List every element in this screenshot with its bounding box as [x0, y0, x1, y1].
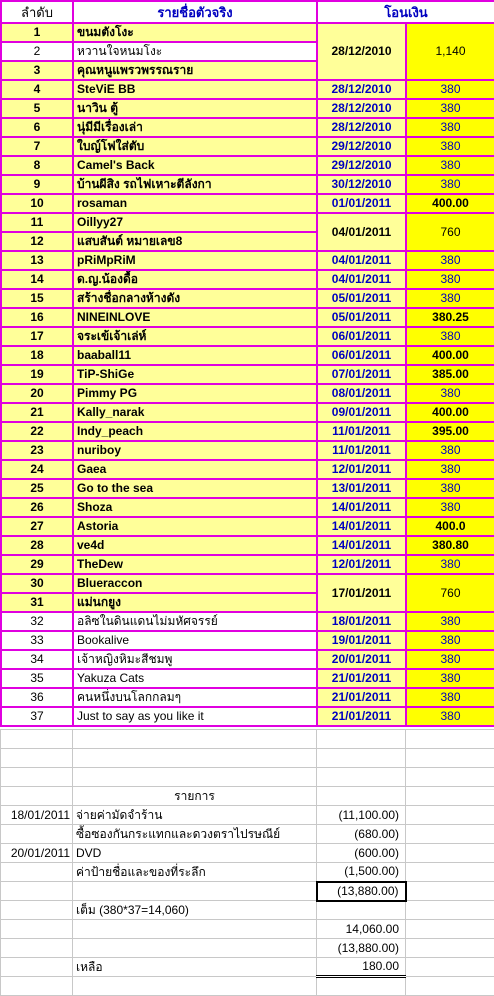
transfer-amount[interactable]: 1,140 [406, 23, 494, 80]
table-row [1, 118, 494, 137]
row-number[interactable]: 10 [1, 194, 73, 213]
table-row [1, 175, 494, 194]
ledger-cell[interactable] [1, 958, 73, 977]
row-number[interactable]: 22 [1, 422, 73, 441]
transfer-date[interactable]: 04/01/2011 [317, 213, 406, 251]
donor-name[interactable]: สร้างชื่อกลางห้างดัง [73, 289, 317, 308]
donor-name[interactable]: จระเข้เจ้าเล่ห์ [73, 327, 317, 346]
transfer-amount[interactable]: 400.00 [406, 403, 494, 422]
expense-amount[interactable]: (600.00) [317, 844, 406, 863]
table-row [1, 99, 494, 118]
donor-name[interactable]: หวานใจหนมโงะ [73, 42, 317, 61]
transfer-amount[interactable]: 400.0 [406, 517, 494, 536]
table-row [1, 365, 494, 384]
row-number[interactable]: 26 [1, 498, 73, 517]
donor-name[interactable]: Camel's Back [73, 156, 317, 175]
ledger-row [1, 901, 494, 920]
ledger-cell[interactable] [73, 882, 317, 901]
ledger-cell[interactable] [406, 730, 494, 749]
row-number[interactable]: 34 [1, 650, 73, 669]
table-row [1, 650, 494, 669]
ledger-cell[interactable] [406, 939, 494, 958]
row-number[interactable]: 35 [1, 669, 73, 688]
ledger-cell[interactable] [73, 730, 317, 749]
transfer-amount[interactable]: 380 [406, 555, 494, 574]
table-row [1, 631, 494, 650]
table-row [1, 517, 494, 536]
transfer-amount[interactable]: 380 [406, 327, 494, 346]
transfer-date[interactable]: 12/01/2011 [317, 460, 406, 479]
donor-name[interactable]: Blueraccon [73, 574, 317, 593]
ledger-row [1, 787, 494, 806]
ledger-cell[interactable] [406, 749, 494, 768]
transfer-amount[interactable]: 380 [406, 498, 494, 517]
row-number[interactable]: 31 [1, 593, 73, 612]
ledger-row [1, 749, 494, 768]
expense-amount[interactable]: (1,500.00) [317, 863, 406, 882]
table-row [1, 251, 494, 270]
ledger-row [1, 806, 494, 825]
row-number[interactable]: 27 [1, 517, 73, 536]
transfer-date[interactable]: 14/01/2011 [317, 536, 406, 555]
row-number[interactable]: 1 [1, 23, 73, 42]
row-number[interactable]: 32 [1, 612, 73, 631]
transfer-date[interactable]: 05/01/2011 [317, 289, 406, 308]
transfer-date[interactable]: 21/01/2011 [317, 669, 406, 688]
donor-name[interactable]: TheDew [73, 555, 317, 574]
ledger-cell[interactable] [1, 920, 73, 939]
transfer-date[interactable]: 19/01/2011 [317, 631, 406, 650]
header-no[interactable]: ลำดับ [1, 1, 73, 23]
table-row [1, 536, 494, 555]
expense-description[interactable]: DVD [73, 844, 317, 863]
ledger-row [1, 939, 494, 958]
transfer-amount[interactable]: 380 [406, 270, 494, 289]
donor-name[interactable]: Oillyy27 [73, 213, 317, 232]
transfer-date[interactable]: 28/12/2010 [317, 80, 406, 99]
transfer-date[interactable]: 30/12/2010 [317, 175, 406, 194]
row-number[interactable]: 2 [1, 42, 73, 61]
donor-name[interactable]: Astoria [73, 517, 317, 536]
transfer-amount[interactable]: 380 [406, 384, 494, 403]
table-row [1, 156, 494, 175]
row-number[interactable]: 4 [1, 80, 73, 99]
transfer-date[interactable]: 28/12/2010 [317, 23, 406, 80]
table-row [1, 688, 494, 707]
transfer-date[interactable]: 28/12/2010 [317, 99, 406, 118]
transfer-date[interactable]: 09/01/2011 [317, 403, 406, 422]
transfer-amount[interactable]: 380 [406, 688, 494, 707]
row-number[interactable]: 6 [1, 118, 73, 137]
row-number[interactable]: 37 [1, 707, 73, 726]
expense-description[interactable]: ค่าป้ายชื่อและของที่ระลึก [73, 863, 317, 882]
transfer-date[interactable]: 11/01/2011 [317, 422, 406, 441]
transfer-amount[interactable]: 380 [406, 669, 494, 688]
ledger-row [1, 844, 494, 863]
table-row [1, 327, 494, 346]
row-number[interactable]: 17 [1, 327, 73, 346]
ledger-row [1, 920, 494, 939]
row-number[interactable]: 23 [1, 441, 73, 460]
row-number[interactable]: 15 [1, 289, 73, 308]
transfer-amount[interactable]: 400.00 [406, 194, 494, 213]
transfer-amount[interactable]: 760 [406, 574, 494, 612]
ledger-cell[interactable] [406, 863, 494, 882]
ledger-row [1, 863, 494, 882]
expense-description[interactable]: จ่ายค่ามัดจำร้าน [73, 806, 317, 825]
ledger-cell[interactable] [317, 730, 406, 749]
remaining-amount[interactable]: 180.00 [317, 958, 406, 977]
ledger-row [1, 958, 494, 977]
donor-name[interactable]: rosaman [73, 194, 317, 213]
transfer-date[interactable]: 06/01/2011 [317, 327, 406, 346]
transfer-amount[interactable]: 380 [406, 289, 494, 308]
ledger-cell[interactable] [1, 901, 73, 920]
transfer-amount[interactable]: 380 [406, 707, 494, 726]
ledger-cell[interactable] [317, 749, 406, 768]
table-row [1, 574, 494, 593]
ledger-cell[interactable] [1, 939, 73, 958]
ledger-cell[interactable] [406, 787, 494, 806]
table-row [1, 384, 494, 403]
donor-name[interactable]: ใบญ์โฟใส่ตับ [73, 137, 317, 156]
transfer-amount[interactable]: 380 [406, 175, 494, 194]
table-row [1, 23, 494, 42]
transfer-amount[interactable]: 760 [406, 213, 494, 251]
ledger-row [1, 825, 494, 844]
transfer-amount[interactable]: 400.00 [406, 346, 494, 365]
transfer-date[interactable]: 14/01/2011 [317, 517, 406, 536]
transfer-date[interactable]: 21/01/2011 [317, 688, 406, 707]
ledger-row [1, 730, 494, 749]
transfer-date[interactable]: 11/01/2011 [317, 441, 406, 460]
donor-name[interactable]: pRiMpRiM [73, 251, 317, 270]
table-row [1, 669, 494, 688]
row-number[interactable]: 11 [1, 213, 73, 232]
transfer-date[interactable]: 05/01/2011 [317, 308, 406, 327]
transfer-date[interactable]: 07/01/2011 [317, 365, 406, 384]
transfer-amount[interactable]: 380 [406, 650, 494, 669]
transfer-date[interactable]: 14/01/2011 [317, 498, 406, 517]
ledger-cell[interactable] [406, 806, 494, 825]
table-row [1, 137, 494, 156]
donor-name[interactable]: บ้านผีสิง รถไฟเหาะตีลังกา [73, 175, 317, 194]
donor-name[interactable]: ve4d [73, 536, 317, 555]
donor-name[interactable]: NINEINLOVE [73, 308, 317, 327]
donor-name[interactable]: Just to say as you like it [73, 707, 317, 726]
transfer-amount[interactable]: 380 [406, 631, 494, 650]
ledger-cell[interactable] [406, 977, 494, 996]
row-number[interactable]: 30 [1, 574, 73, 593]
expense-date[interactable]: 18/01/2011 [1, 806, 73, 825]
transfer-amount[interactable]: 380 [406, 460, 494, 479]
donor-name[interactable]: ขนมตังโงะ [73, 23, 317, 42]
row-number[interactable]: 3 [1, 61, 73, 80]
table-row [1, 555, 494, 574]
transfer-amount[interactable]: 380 [406, 479, 494, 498]
transfer-date[interactable]: 21/01/2011 [317, 707, 406, 726]
row-number[interactable]: 13 [1, 251, 73, 270]
donor-name[interactable]: nuriboy [73, 441, 317, 460]
row-number[interactable]: 21 [1, 403, 73, 422]
transfer-amount[interactable]: 380.80 [406, 536, 494, 555]
donor-name[interactable]: แม่นกยูง [73, 593, 317, 612]
donor-name[interactable]: Go to the sea [73, 479, 317, 498]
row-number[interactable]: 20 [1, 384, 73, 403]
ledger-cell[interactable] [317, 901, 406, 920]
transfer-date[interactable]: 04/01/2011 [317, 270, 406, 289]
header-amount[interactable]: โอนเงิน [317, 1, 494, 23]
ledger-cell[interactable] [1, 749, 73, 768]
expense-amount[interactable]: (11,100.00) [317, 806, 406, 825]
ledger-cell[interactable] [406, 958, 494, 977]
table-row [1, 707, 494, 726]
expense-date[interactable] [1, 825, 73, 844]
table-row [1, 80, 494, 99]
ledger-cell[interactable] [73, 749, 317, 768]
transfer-amount[interactable]: 380 [406, 441, 494, 460]
remaining-label[interactable]: เหลือ [73, 958, 317, 977]
row-number[interactable]: 28 [1, 536, 73, 555]
table-row [1, 422, 494, 441]
table-row [1, 403, 494, 422]
full-total-label[interactable]: เต็ม (380*37=14,060) [73, 901, 317, 920]
transfer-date[interactable]: 08/01/2011 [317, 384, 406, 403]
transfer-amount[interactable]: 380 [406, 80, 494, 99]
ledger-row [1, 977, 494, 996]
table-header [1, 1, 494, 23]
ledger-cell[interactable] [73, 977, 317, 996]
ledger-cell[interactable] [406, 920, 494, 939]
donor-name[interactable]: อลิซในดินแดนไม่มหัศจรรย์ [73, 612, 317, 631]
ledger-cell[interactable] [73, 920, 317, 939]
table-row [1, 270, 494, 289]
transfer-date[interactable]: 01/01/2011 [317, 194, 406, 213]
row-number[interactable]: 14 [1, 270, 73, 289]
donor-name[interactable]: Shoza [73, 498, 317, 517]
donor-name[interactable]: Kally_narak [73, 403, 317, 422]
transfer-amount[interactable]: 380 [406, 612, 494, 631]
row-number[interactable]: 7 [1, 137, 73, 156]
transfer-amount[interactable]: 380 [406, 99, 494, 118]
donor-name[interactable]: นาวิน ตู้ [73, 99, 317, 118]
expense-ledger [0, 729, 494, 996]
donor-name[interactable]: Gaea [73, 460, 317, 479]
donor-name[interactable]: เจ้าหญิงหิมะสีชมพู [73, 650, 317, 669]
transfer-date[interactable]: 29/12/2010 [317, 137, 406, 156]
table-row [1, 194, 494, 213]
row-number[interactable]: 19 [1, 365, 73, 384]
table-row [1, 441, 494, 460]
transfer-amount[interactable]: 380 [406, 137, 494, 156]
ledger-cell[interactable] [406, 768, 494, 787]
table-row [1, 346, 494, 365]
ledger-row [1, 768, 494, 787]
donor-name[interactable]: คุณหนูแพรวพรรณราย [73, 61, 317, 80]
ledger-cell[interactable] [1, 730, 73, 749]
full-total-amount[interactable]: 14,060.00 [317, 920, 406, 939]
donor-name[interactable]: แสบสันต์ หมายเลข8 [73, 232, 317, 251]
expense-date[interactable] [1, 863, 73, 882]
row-number[interactable]: 25 [1, 479, 73, 498]
transfer-amount[interactable]: 380 [406, 251, 494, 270]
ledger-cell[interactable] [73, 768, 317, 787]
donor-name[interactable]: Pimmy PG [73, 384, 317, 403]
ledger-cell[interactable] [1, 977, 73, 996]
row-number[interactable]: 12 [1, 232, 73, 251]
row-number[interactable]: 36 [1, 688, 73, 707]
transfer-date[interactable]: 13/01/2011 [317, 479, 406, 498]
transfer-date[interactable]: 28/12/2010 [317, 118, 406, 137]
table-row [1, 213, 494, 232]
table-row [1, 498, 494, 517]
row-number[interactable]: 9 [1, 175, 73, 194]
ledger-row [1, 882, 494, 901]
transfer-date[interactable]: 29/12/2010 [317, 156, 406, 175]
transfer-amount[interactable]: 385.00 [406, 365, 494, 384]
expense-subtotal[interactable]: (13,880.00) [317, 882, 406, 901]
donor-name[interactable]: Indy_peach [73, 422, 317, 441]
transfer-amount[interactable]: 395.00 [406, 422, 494, 441]
ledger-cell[interactable] [317, 977, 406, 996]
row-number[interactable]: 24 [1, 460, 73, 479]
minus-expenses-amount[interactable]: (13,880.00) [317, 939, 406, 958]
ledger-cell[interactable] [1, 882, 73, 901]
transfer-date[interactable]: 12/01/2011 [317, 555, 406, 574]
ledger-cell[interactable] [406, 844, 494, 863]
donor-name[interactable]: Yakuza Cats [73, 669, 317, 688]
transfer-amount[interactable]: 380 [406, 118, 494, 137]
expense-date[interactable]: 20/01/2011 [1, 844, 73, 863]
table-row [1, 308, 494, 327]
row-number[interactable]: 8 [1, 156, 73, 175]
donor-name[interactable]: TiP-ShiGe [73, 365, 317, 384]
donor-name[interactable]: Bookalive [73, 631, 317, 650]
transfer-date[interactable]: 06/01/2011 [317, 346, 406, 365]
table-row [1, 479, 494, 498]
transfer-amount[interactable]: 380.25 [406, 308, 494, 327]
donor-name[interactable]: นุ่มีมีเรื่องเล่า [73, 118, 317, 137]
table-row [1, 612, 494, 631]
donor-name[interactable]: คนหนึ่งบนโลกกลมๆ [73, 688, 317, 707]
row-number[interactable]: 33 [1, 631, 73, 650]
ledger-cell[interactable] [73, 939, 317, 958]
transfer-date[interactable]: 18/01/2011 [317, 612, 406, 631]
row-number[interactable]: 29 [1, 555, 73, 574]
ledger-title[interactable]: รายการ [73, 787, 317, 806]
ledger-cell[interactable] [406, 882, 494, 901]
header-name[interactable]: รายชื่อตัวจริง [73, 1, 317, 23]
row-number[interactable]: 5 [1, 99, 73, 118]
expense-amount[interactable]: (680.00) [317, 825, 406, 844]
table-row [1, 460, 494, 479]
ledger-cell[interactable] [317, 768, 406, 787]
ledger-cell[interactable] [317, 787, 406, 806]
donor-name[interactable]: ด.ญ.น้องดื้อ [73, 270, 317, 289]
transfer-date[interactable]: 20/01/2011 [317, 650, 406, 669]
ledger-cell[interactable] [1, 787, 73, 806]
ledger-cell[interactable] [1, 768, 73, 787]
donor-name[interactable]: baaball11 [73, 346, 317, 365]
ledger-cell[interactable] [406, 901, 494, 920]
donor-name[interactable]: SteViE BB [73, 80, 317, 99]
transfer-date[interactable]: 04/01/2011 [317, 251, 406, 270]
row-number[interactable]: 18 [1, 346, 73, 365]
transfer-amount[interactable]: 380 [406, 156, 494, 175]
transfer-date[interactable]: 17/01/2011 [317, 574, 406, 612]
ledger-cell[interactable] [406, 825, 494, 844]
table-row [1, 289, 494, 308]
row-number[interactable]: 16 [1, 308, 73, 327]
expense-description[interactable]: ซื้อซองกันกระแทกและดวงตราไปรษณีย์ [73, 825, 317, 844]
